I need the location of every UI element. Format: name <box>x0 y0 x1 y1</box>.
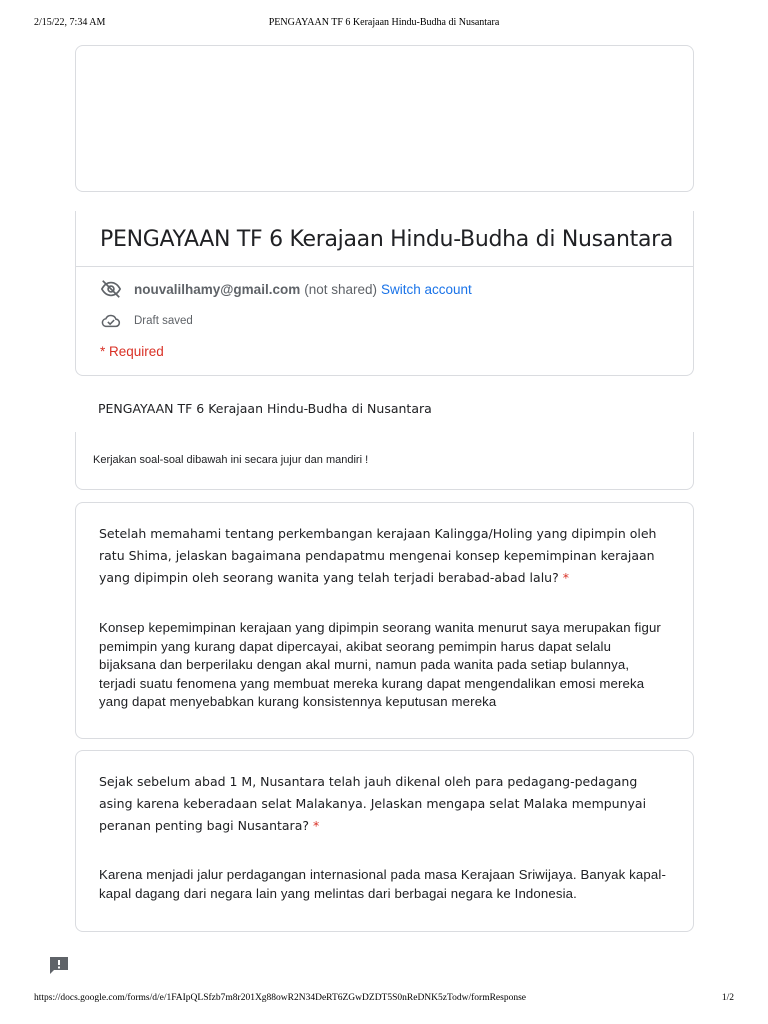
draft-status <box>100 312 193 330</box>
section-description: Kerjakan soal-soal dibawah ini secara jujur dan mandiri ! <box>93 454 369 466</box>
account-row <box>100 278 472 300</box>
form-header-card <box>75 211 694 376</box>
not-shared-label: (not shared) <box>304 281 378 297</box>
form-title: PENGAYAAN TF 6 Kerajaan Hindu-Budha di Nusantara <box>100 227 674 252</box>
page-number: 1/2 <box>721 993 734 1003</box>
required-note: * Required <box>100 344 164 359</box>
question-card <box>75 502 694 739</box>
section-title: PENGAYAAN TF 6 Kerajaan Hindu-Budha di Nusantara <box>98 401 432 416</box>
cloud-check-icon <box>100 312 122 330</box>
eye-off-icon <box>100 278 122 300</box>
answer-text[interactable]: Konsep kepemimpinan kerajaan yang dipimpin seorang wanita menurut saya merupakan figur pemimpin yang kurang dapat dipercayai, akibat seorang pemimpin harus dapat selalu bijaksana dan berperilaku dengan akal murni, namun pada wanita pada setiap bulannya, terjadi suatu fenomena yang membuat mereka kurang dapat mengendalikan emosi mereka yang dapat menyebabkan kurang konsistennya keputusan mereka <box>99 620 661 709</box>
account-email: nouvalilhamy@gmail.com <box>134 281 301 297</box>
header-divider <box>76 266 693 267</box>
draft-saved-text: Draft saved <box>134 315 193 327</box>
answer-text[interactable]: Karena menjadi jalur perdagangan internasional pada masa Kerajaan Sriwijaya. Banyak kapal-kapal dagang dari negara lain yang melintas dari berbagai negara ke Indonesia. <box>99 867 666 901</box>
section-description-card <box>75 432 694 490</box>
switch-account-link[interactable]: Switch account <box>381 281 472 297</box>
question-label: Sejak sebelum abad 1 M, Nusantara telah jauh dikenal oleh para pedagang-pedagang asing karena keberadaan selat Malakanya. Jelaskan mengapa selat Malaka mempunyai peranan penting bagi Nusantara? <box>99 774 647 833</box>
required-asterisk: * <box>562 570 569 585</box>
print-url: https://docs.google.com/forms/d/e/1FAIpQLSfzb7m8r201Xg88owR2N34DeRT6ZGwDZDT5S0nReDNK5zTodw/formResponse <box>34 993 527 1003</box>
print-header <box>34 17 734 31</box>
print-datetime: 2/15/22, 7:34 AM <box>34 17 106 28</box>
question-text <box>99 771 669 837</box>
print-title: PENGAYAAN TF 6 Kerajaan Hindu-Budha di Nusantara <box>268 17 500 28</box>
question-text <box>99 523 669 589</box>
form-banner <box>75 45 694 192</box>
print-footer <box>34 993 734 1007</box>
report-feedback-icon[interactable] <box>48 955 70 975</box>
question-card <box>75 750 694 932</box>
required-asterisk: * <box>312 818 320 833</box>
question-label: Setelah memahami tentang perkembangan kerajaan Kalingga/Holing yang dipimpin oleh ratu Shima, jelaskan bagaimana pendapatmu mengenai konsep kepemimpinan kerajaan yang dipimpin oleh seorang wanita yang telah terjadi berabad-abad lalu? <box>99 526 657 585</box>
